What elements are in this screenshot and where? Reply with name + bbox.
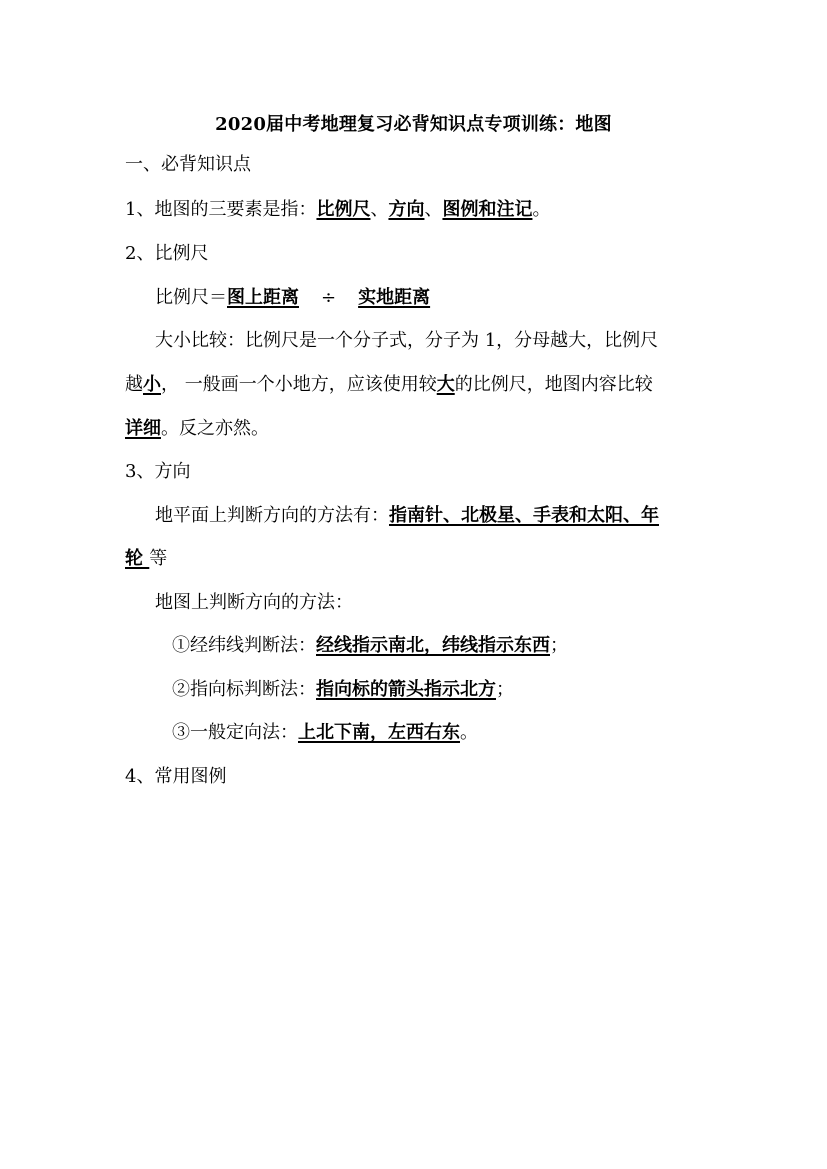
keyword-scale: 比例尺 — [316, 199, 371, 220]
method-north-arrow — [172, 677, 514, 703]
keyword-north-arrow-rule: 指向标的箭头指示北方 — [316, 679, 496, 700]
item-scale-heading: 2、比例尺 — [125, 243, 209, 264]
scale-compare-line-1 — [155, 328, 702, 354]
scale-compare-text-2a: 越 — [125, 374, 143, 395]
separator: 、 — [424, 199, 443, 220]
sentence-end: 。 — [532, 199, 551, 220]
method-graticule — [172, 633, 568, 659]
scale-compare-text-2b: ， 一般画一个小地方，应该使用较 — [161, 374, 437, 395]
scale-compare-text-1: 大小比较：比例尺是一个分子式，分子为 1，分母越大，比例尺 — [155, 330, 659, 351]
item-map-elements-prefix: 1、地图的三要素是指： — [125, 199, 317, 220]
scale-formula — [155, 285, 430, 311]
ground-direction-line-2 — [125, 546, 167, 572]
scale-compare-text-2c: 的比例尺，地图内容比较 — [454, 374, 653, 395]
ground-direction-prefix: 地平面上判断方向的方法有： — [155, 505, 389, 526]
keyword-large: 大 — [436, 374, 455, 395]
keyword-general-rule: 上北下南，左西右东 — [298, 722, 460, 743]
scale-compare-line-3 — [125, 416, 269, 442]
scale-compare-text-3: 。反之亦然。 — [161, 418, 269, 439]
keyword-small: 小 — [143, 374, 161, 395]
section-heading-knowledge: 一、必背知识点 — [125, 154, 251, 175]
item-map-elements — [125, 197, 550, 223]
map-direction-heading: 地图上判断方向的方法： — [155, 592, 353, 613]
method-north-arrow-end: ； — [496, 679, 514, 700]
method-general-end: 。 — [460, 722, 478, 743]
keyword-map-distance: 图上距离 — [227, 287, 299, 308]
method-graticule-prefix: ①经纬线判断法： — [172, 635, 316, 656]
method-graticule-end: ； — [550, 635, 568, 656]
keyword-tree-rings: 轮 — [125, 548, 150, 569]
method-general-prefix: ③一般定向法： — [172, 722, 298, 743]
document-title: 2020届中考地理复习必背知识点专项训练：地图 — [215, 114, 612, 135]
keyword-ground-methods: 指南针、北极星、手表和太阳、年 — [389, 505, 659, 526]
item-direction-heading: 3、方向 — [125, 461, 191, 482]
ground-direction-line-1 — [155, 503, 659, 529]
method-north-arrow-prefix: ②指向标判断法： — [172, 679, 316, 700]
ground-direction-end: 等 — [149, 548, 168, 569]
scale-compare-line-2 — [125, 372, 702, 398]
separator: 、 — [370, 199, 389, 220]
keyword-graticule-rule: 经线指示南北，纬线指示东西 — [316, 635, 550, 656]
item-legend-heading: 4、常用图例 — [125, 766, 227, 787]
divide-symbol: ÷ — [321, 287, 337, 308]
keyword-detailed: 详细 — [125, 418, 161, 439]
method-general — [172, 720, 478, 746]
keyword-real-distance: 实地距离 — [358, 287, 431, 308]
keyword-legend-notes: 图例和注记 — [442, 199, 533, 220]
scale-formula-prefix: 比例尺＝ — [155, 287, 227, 308]
keyword-direction: 方向 — [388, 199, 425, 220]
